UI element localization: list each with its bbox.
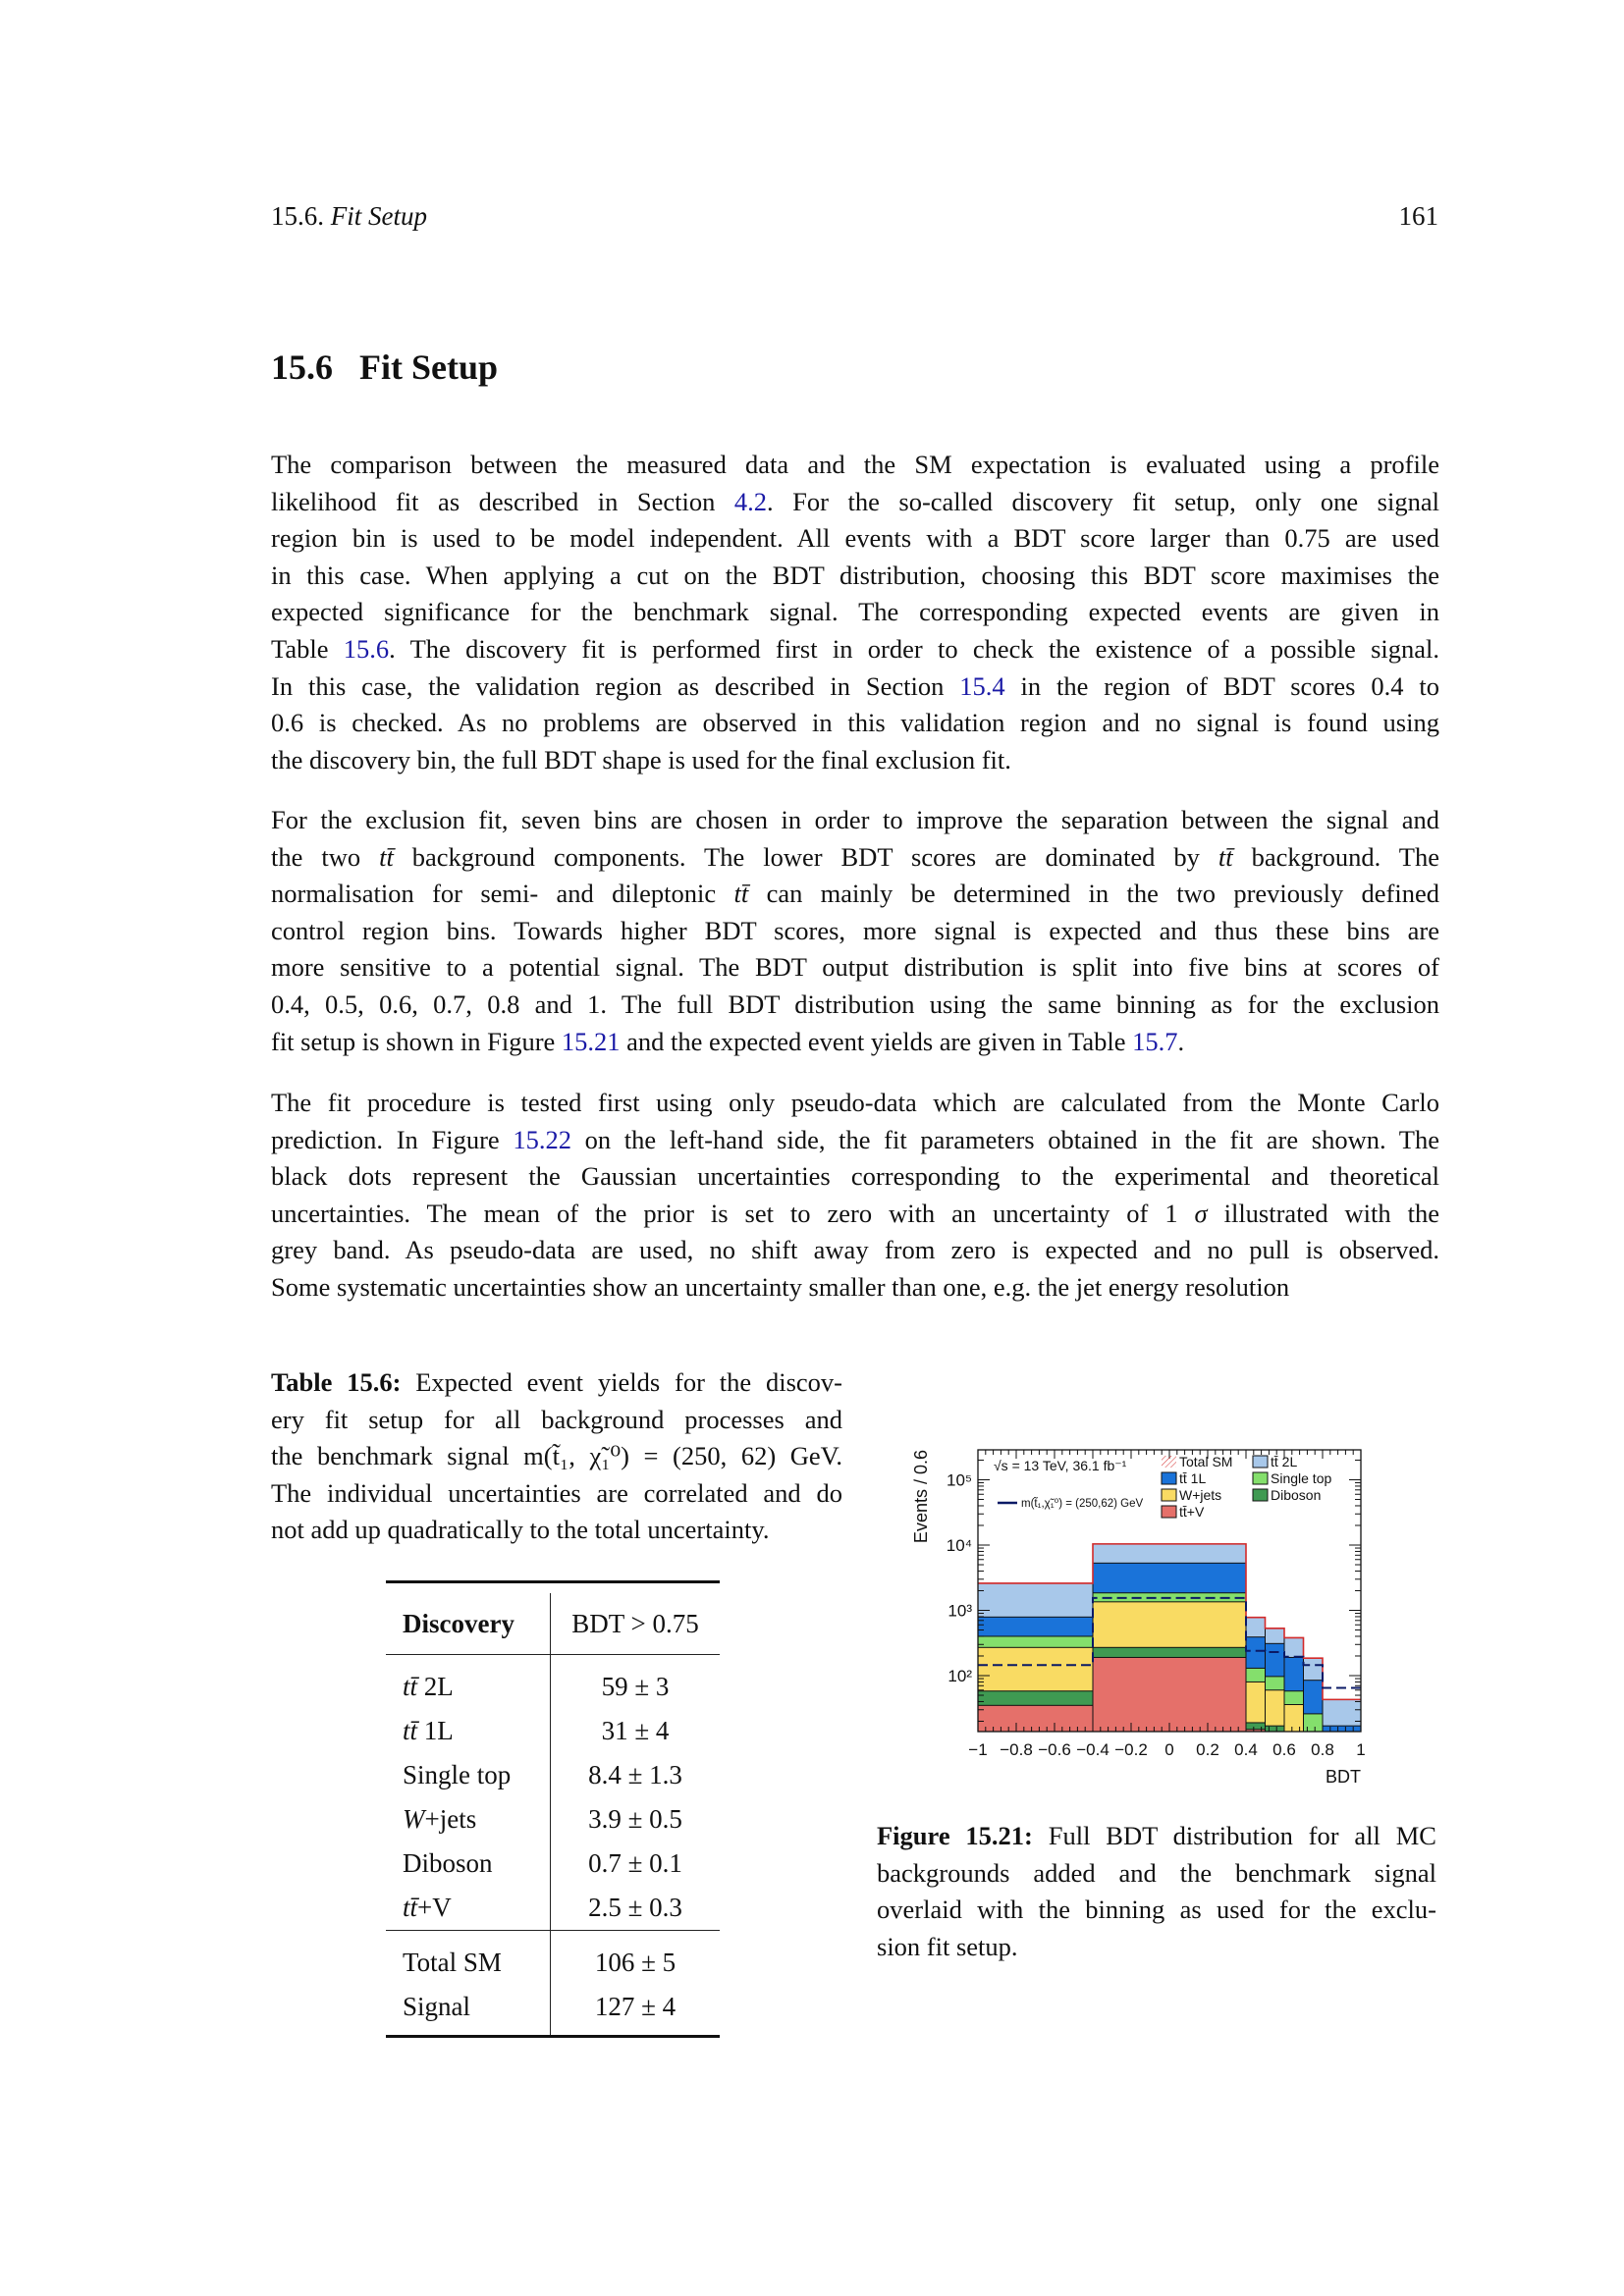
legend-swatch bbox=[1162, 1506, 1176, 1518]
math-symbol: tt̄ bbox=[379, 841, 394, 872]
caption-line: backgrounds added and the benchmark signal bbox=[877, 1857, 1436, 1888]
y-tick-label: 10³ bbox=[947, 1601, 972, 1621]
table-header-cut: BDT > 0.75 bbox=[551, 1593, 721, 1655]
legend-label: Diboson bbox=[1271, 1487, 1322, 1503]
text-line: 0.4, 0.5, 0.6, 0.7, 0.8 and 1. The full BDT distribution using the same binning as for the exclusion bbox=[271, 988, 1439, 1019]
cross-reference-link[interactable]: 15.4 bbox=[959, 670, 1005, 701]
table-header-row bbox=[386, 1593, 720, 1655]
x-tick-label: −0.6 bbox=[1038, 1740, 1071, 1759]
yield-value: 106 ± 5 bbox=[551, 1931, 721, 1986]
caption-line: overlaid with the binning as used for the exclu- bbox=[877, 1895, 1436, 1925]
text-line: uncertainties. The mean of the prior is set to zero with an uncertainty of 1 σ illustrated with the bbox=[271, 1198, 1439, 1228]
text-line: Some systematic uncertainties show an uncertainty smaller than one, e.g. the jet energy resolution bbox=[271, 1271, 1290, 1302]
stack-bar bbox=[1304, 1714, 1324, 1732]
caption-line: Figure 15.21: Full BDT distribution for all MC bbox=[877, 1821, 1436, 1850]
caption-line: Table 15.6: Expected event yields for the discov- bbox=[271, 1367, 842, 1397]
legend-swatch bbox=[1253, 1489, 1268, 1501]
text-line: The fit procedure is tested first using only pseudo-data which are calculated from the Monte Carlo bbox=[271, 1088, 1439, 1117]
text-line: prediction. In Figure 15.22 on the left-hand side, the fit parameters obtained in the fit are shown. The bbox=[271, 1124, 1439, 1154]
process-name: Total SM bbox=[386, 1931, 551, 1986]
caption-line: not add up quadratically to the total uncertainty. bbox=[271, 1515, 770, 1545]
stack-bar bbox=[1323, 1726, 1361, 1732]
table-row bbox=[386, 1709, 720, 1753]
caption-label: Figure 15.21: bbox=[877, 1821, 1049, 1850]
y-tick-label: 10⁵ bbox=[947, 1470, 972, 1490]
running-head-number: 15.6. bbox=[271, 201, 324, 231]
process-name: Single top bbox=[386, 1753, 551, 1797]
process-name: tt̄+V bbox=[386, 1886, 551, 1931]
energy-lumi-annotation: √s = 13 TeV, 36.1 fb⁻¹ bbox=[994, 1458, 1127, 1473]
x-tick-label: 0.8 bbox=[1311, 1740, 1334, 1759]
text-line: For the exclusion fit, seven bins are chosen in order to improve the separation between the signal and bbox=[271, 805, 1439, 834]
x-tick-label: 0.2 bbox=[1196, 1740, 1219, 1759]
text-line: in this case. When applying a cut on the BDT distribution, choosing this BDT score maximises the bbox=[271, 560, 1439, 590]
caption-line: The individual uncertainties are correlated and do bbox=[271, 1477, 842, 1508]
text-line: Table 15.6. The discovery fit is performed first in order to check the existence of a possible signal. bbox=[271, 633, 1439, 664]
legend-swatch-hatch bbox=[1162, 1456, 1176, 1468]
stack-bar bbox=[1266, 1690, 1285, 1732]
stack-bar bbox=[1266, 1726, 1285, 1732]
bdt-distribution-chart bbox=[884, 1433, 1414, 1806]
table-header-region: Discovery bbox=[386, 1593, 551, 1655]
yield-value: 0.7 ± 0.1 bbox=[588, 1848, 682, 1878]
yield-value: 127 ± 4 bbox=[551, 1985, 721, 2037]
process-name: W+jets bbox=[386, 1797, 551, 1842]
legend-label: W+jets bbox=[1179, 1487, 1222, 1503]
caption-line: the benchmark signal m(t̃₁, χ̃₁⁰) = (250, 62) GeV. bbox=[271, 1441, 842, 1471]
page-number: 161 bbox=[1398, 201, 1438, 231]
caption-line: ery fit setup for all background processes and bbox=[271, 1404, 842, 1434]
cross-reference-link[interactable]: 15.21 bbox=[561, 1026, 621, 1056]
cross-reference-link[interactable]: 15.7 bbox=[1132, 1026, 1178, 1056]
legend-swatch bbox=[1162, 1489, 1176, 1501]
table-row bbox=[386, 1931, 720, 1986]
table-row bbox=[386, 1753, 720, 1797]
math-symbol: tt̄ bbox=[1218, 841, 1233, 872]
legend-label: Total SM bbox=[1179, 1454, 1233, 1469]
legend-swatch bbox=[1162, 1472, 1176, 1484]
legend-swatch bbox=[1253, 1456, 1268, 1468]
y-tick-label: 10⁴ bbox=[946, 1536, 972, 1555]
text-line: The comparison between the measured data and the SM expectation is evaluated using a profile bbox=[271, 450, 1439, 479]
yield-value: 8.4 ± 1.3 bbox=[588, 1760, 682, 1789]
yield-value: 59 ± 3 bbox=[601, 1672, 670, 1701]
stack-bar bbox=[1093, 1657, 1246, 1732]
figure-caption bbox=[877, 1818, 1436, 1965]
legend-label: tt̄+V bbox=[1179, 1504, 1205, 1520]
text-line: fit setup is shown in Figure 15.21 and the expected event yields are given in Table 15.7. bbox=[271, 1026, 1185, 1056]
x-tick-label: −0.8 bbox=[1000, 1740, 1033, 1759]
cross-reference-link[interactable]: 4.2 bbox=[733, 486, 767, 516]
table-caption bbox=[271, 1364, 842, 1549]
legend-label: tt̄ 1L bbox=[1179, 1470, 1207, 1486]
yield-value: 31 ± 4 bbox=[601, 1716, 670, 1745]
text-line: black dots represent the Gaussian uncertainties corresponding to the experimental and theoretical bbox=[271, 1161, 1439, 1192]
table-row bbox=[386, 1655, 720, 1710]
y-axis-label: Events / 0.6 bbox=[911, 1450, 931, 1544]
yields-table bbox=[386, 1580, 720, 2038]
process-name: Signal bbox=[386, 1985, 551, 2037]
x-tick-label: 0.4 bbox=[1234, 1740, 1258, 1759]
text-line: control region bins. Towards higher BDT scores, more signal is expected and thus these bins are bbox=[271, 915, 1439, 945]
stack-bar bbox=[978, 1705, 1093, 1732]
legend-swatch bbox=[1253, 1472, 1268, 1484]
x-axis-label: BDT bbox=[1326, 1767, 1361, 1787]
text-line: the two tt̄ background components. The lower BDT scores are dominated by tt̄ background. The bbox=[271, 841, 1439, 872]
process-name: tt̄ 1L bbox=[386, 1709, 551, 1753]
x-tick-label: −0.2 bbox=[1114, 1740, 1148, 1759]
text-line: more sensitive to a potential signal. The BDT output distribution is split into five bins at scores of bbox=[271, 952, 1439, 983]
caption-label: Table 15.6: bbox=[271, 1367, 416, 1397]
x-tick-label: 0.6 bbox=[1272, 1740, 1296, 1759]
running-head bbox=[271, 201, 427, 232]
table-row bbox=[386, 1797, 720, 1842]
yield-value: 2.5 ± 0.3 bbox=[588, 1893, 682, 1922]
paragraph-exclusion-fit bbox=[271, 802, 1439, 1060]
process-name: tt̄ 2L bbox=[386, 1655, 551, 1710]
text-line: region bin is used to be model independent. All events with a BDT score larger than 0.75 are used bbox=[271, 523, 1439, 554]
running-head-title: Fit Setup bbox=[330, 201, 427, 231]
text-line: 0.6 is checked. As no problems are observed in this validation region and no signal is found using bbox=[271, 708, 1439, 738]
text-line: the discovery bin, the full BDT shape is used for the final exclusion fit. bbox=[271, 744, 1011, 774]
section-number: 15.6 bbox=[271, 347, 333, 387]
yield-value: 3.9 ± 0.5 bbox=[588, 1804, 682, 1834]
text-line: grey band. As pseudo-data are used, no shift away from zero is expected and no pull is observed. bbox=[271, 1235, 1439, 1265]
x-tick-label: −1 bbox=[968, 1740, 988, 1759]
section-heading bbox=[271, 347, 498, 388]
table-row bbox=[386, 1985, 720, 2037]
caption-line: sion fit setup. bbox=[877, 1931, 1018, 1961]
paragraph-discovery-fit bbox=[271, 447, 1439, 778]
process-name: Diboson bbox=[386, 1842, 551, 1886]
section-title: Fit Setup bbox=[359, 347, 499, 387]
text-line: normalisation for semi- and dileptonic tt̄ can mainly be determined in the two previously defined bbox=[271, 879, 1439, 909]
math-symbol: tt̄ bbox=[733, 879, 749, 909]
math-symbol: σ bbox=[1194, 1198, 1208, 1228]
text-line: In this case, the validation region as described in Section 15.4 in the region of BDT scores 0.4 to bbox=[271, 670, 1439, 701]
stack-bar bbox=[1284, 1705, 1304, 1732]
legend-label: tt̄ 2L bbox=[1271, 1454, 1298, 1469]
y-tick-label: 10² bbox=[947, 1667, 972, 1685]
table-row bbox=[386, 1842, 720, 1886]
legend-label: Single top bbox=[1271, 1470, 1332, 1486]
text-line: expected significance for the benchmark signal. The corresponding expected events are given in bbox=[271, 597, 1439, 627]
x-tick-label: −0.4 bbox=[1076, 1740, 1110, 1759]
paragraph-fit-procedure bbox=[271, 1085, 1439, 1307]
signal-legend-label: m(t̃₁,χ̃₁⁰) = (250,62) GeV bbox=[1021, 1498, 1144, 1510]
table-row bbox=[386, 1886, 720, 1931]
text-line: likelihood fit as described in Section 4.2. For the so-called discovery fit setup, only one signal bbox=[271, 486, 1439, 516]
x-tick-label: 1 bbox=[1356, 1740, 1366, 1759]
cross-reference-link[interactable]: 15.22 bbox=[513, 1124, 571, 1154]
cross-reference-link[interactable]: 15.6 bbox=[343, 633, 390, 664]
x-tick-label: 0 bbox=[1164, 1740, 1174, 1759]
